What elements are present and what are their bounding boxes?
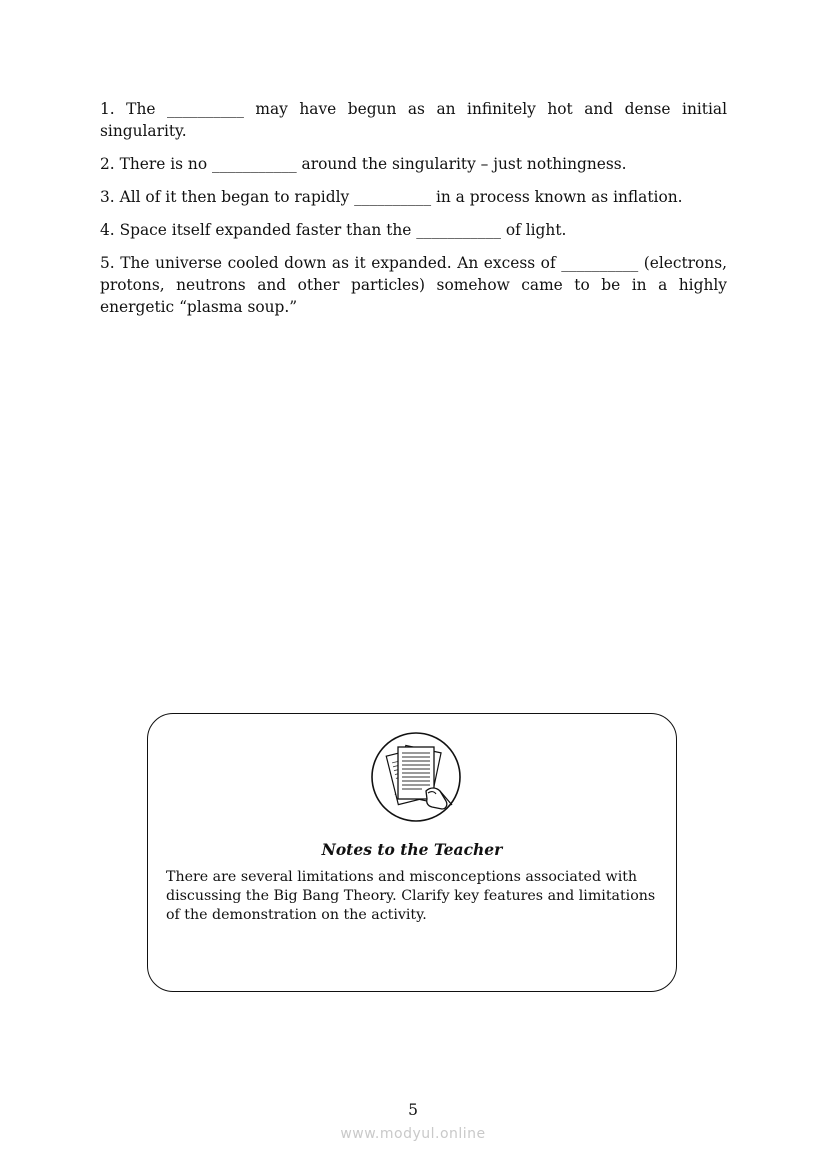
question-list [100,98,727,329]
question-5: 5. The universe cooled down as it expanded. An excess of __________ (electrons, protons, neutrons and other particles) somehow came to be in a highly energetic “plasma soup.” [100,254,727,316]
page-number: 5 [408,1101,418,1119]
question-3: 3. All of it then began to rapidly __________ in a process known as inflation. [100,188,683,206]
question-2: 2. There is no ___________ around the singularity – just nothingness. [100,155,627,173]
handout-papers-icon [370,731,462,823]
watermark: www.modyul.online [340,1126,486,1142]
notes-title: Notes to the Teacher [321,840,503,859]
notes-to-teacher-box [147,713,677,992]
question-4: 4. Space itself expanded faster than the ___________ of light. [100,221,567,239]
question-1: 1. The __________ may have begun as an infinitely hot and dense initial singularity. [100,100,727,140]
notes-text: There are several limitations and misconceptions associated with discussing the Big Bang Theory. Clarify key features and limitations of the demonstration on the activity. [166,869,656,923]
